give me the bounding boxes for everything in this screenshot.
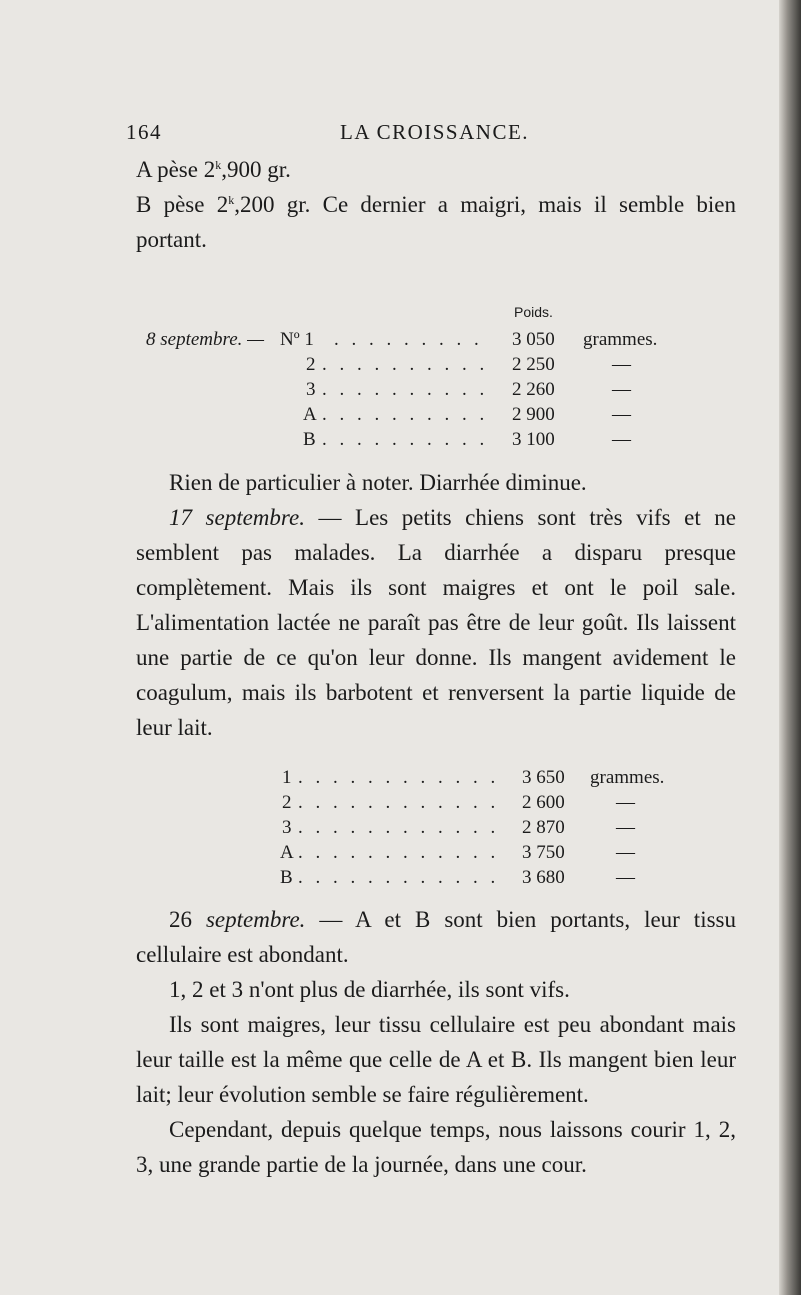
table-label: B — [303, 429, 316, 450]
table-ditto: — — [616, 867, 635, 888]
table-dots: . . . . . . . . . . . . — [298, 867, 500, 888]
table-value: 3 050 — [512, 329, 555, 350]
table-label: 3 — [306, 379, 316, 400]
table-dots: . . . . . . . . . . — [322, 404, 489, 425]
table-label: A — [280, 842, 294, 863]
paragraph-courtyard: Cependant, depuis quelque temps, nous laissons courir 1, 2, 3, une grande partie de la journée, dans une cour. — [136, 1117, 736, 1177]
table-value: 2 260 — [512, 379, 555, 400]
table-ditto: — — [612, 429, 631, 450]
table-label: B — [280, 867, 293, 888]
page-binding-edge — [779, 0, 801, 1295]
table-row — [146, 353, 746, 377]
table-row — [146, 766, 746, 790]
table-dots: . . . . . . . . . . . . — [298, 817, 500, 838]
remark-diarrhea-decreasing: Rien de particulier à noter. Diarrhée diminue. — [169, 470, 587, 495]
table-value: 3 750 — [522, 842, 565, 863]
table-row — [146, 378, 746, 402]
paragraph-sept-26: 26 septembre. — A et B sont bien portants, leur tissu cellulaire est abondant. — [136, 907, 736, 967]
date-sept-17: 17 septembre. — [169, 505, 305, 530]
paragraph-no-diarrhea: 1, 2 et 3 n'ont plus de diarrhée, ils sont vifs. — [169, 977, 570, 1002]
table-ditto: — — [616, 792, 635, 813]
date-sept-26: septembre. — [205, 907, 306, 932]
table-unit: grammes. — [590, 767, 665, 788]
table-ditto: — — [616, 842, 635, 863]
table-dots: . . . . . . . . . . — [322, 354, 489, 375]
table-value: 3 100 — [512, 429, 555, 450]
table-label: 1 — [282, 767, 292, 788]
table-label: 3 — [282, 817, 292, 838]
table-ditto: — — [616, 817, 635, 838]
table-label: A — [303, 404, 317, 425]
table-date: 8 septembre. — — [146, 329, 265, 350]
table-label: Nº 1 — [280, 329, 314, 350]
weight-line-b: B pèse 2$^k$,200 gr. Ce dernier a maigri, mais il semble bien portant. — [136, 192, 736, 252]
page-number: 164 — [126, 120, 162, 144]
running-title: LA CROISSANCE. — [340, 120, 530, 144]
table-dots: . . . . . . . . . — [334, 329, 483, 350]
table-row — [146, 428, 746, 452]
table-unit: grammes. — [583, 329, 658, 350]
table-row — [146, 328, 746, 352]
table-ditto: — — [612, 379, 631, 400]
paragraph-thin: Ils sont maigres, leur tissu cellulaire est peu abondant mais leur taille est la même que celle de A et B. Ils mangent bien leur lait; leur évolution semble se faire régulièrement. — [136, 1012, 736, 1107]
table-row — [146, 816, 746, 840]
table-value: 3 650 — [522, 767, 565, 788]
table-dots: . . . . . . . . . . — [322, 379, 489, 400]
table-ditto: — — [612, 404, 631, 425]
table-value: 2 870 — [522, 817, 565, 838]
date-sept-26-number: 26 — [169, 907, 192, 932]
table-row — [146, 791, 746, 815]
table-label: 2 — [282, 792, 292, 813]
table-dots: . . . . . . . . . . . . — [298, 792, 500, 813]
table-row — [146, 866, 746, 890]
table-dots: . . . . . . . . . . — [322, 429, 489, 450]
table-row — [146, 403, 746, 427]
paragraph-sept-17: 17 septembre. — Les petits chiens sont très vifs et ne semblent pas malades. La diarrhée a disparu presque complètement. Mais ils sont maigres et ont le poil sale. L'alimentation lactée ne paraît pas être de leur goût. Ils laissent une partie de ce qu'on leur donne. Ils mangent avidement le coagulum, mais ils barbotent et renversent la partie liquide de leur lait. — [136, 505, 736, 740]
table-dots: . . . . . . . . . . . . — [298, 842, 500, 863]
table-value: 2 600 — [522, 792, 565, 813]
weight-column-header: Poids. — [514, 304, 553, 320]
weight-line-a: A pèse 2$^k$,900 gr. — [136, 157, 291, 182]
table-label: 2 — [306, 354, 316, 375]
table-row — [146, 841, 746, 865]
table-value: 2 250 — [512, 354, 555, 375]
table-value: 2 900 — [512, 404, 555, 425]
table-dots: . . . . . . . . . . . . — [298, 767, 500, 788]
table-value: 3 680 — [522, 867, 565, 888]
table-ditto: — — [612, 354, 631, 375]
